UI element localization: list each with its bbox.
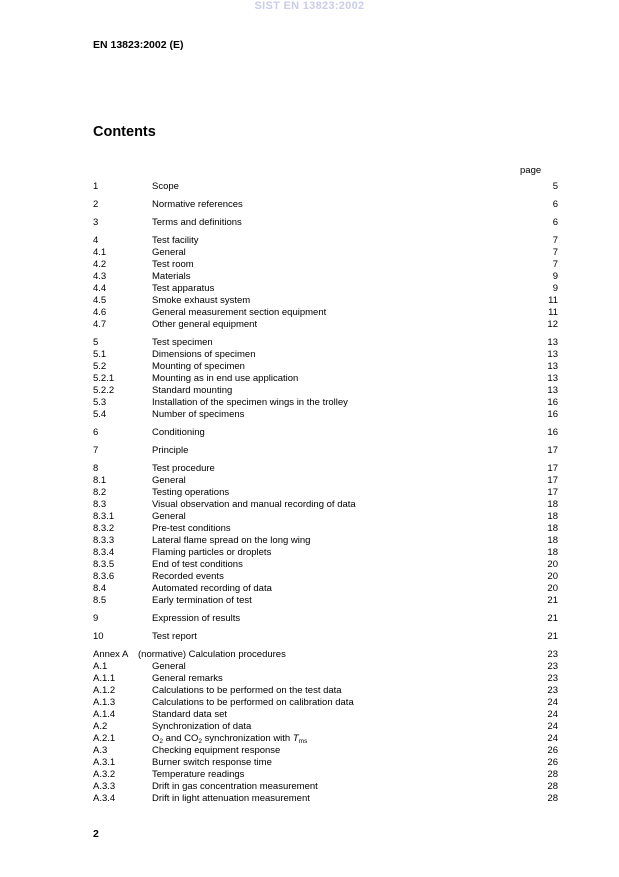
toc-entry-page: 20 (547, 571, 558, 582)
toc-entry-page: 28 (547, 781, 558, 792)
toc-entry-page: 7 (552, 247, 558, 258)
toc-entry-page: 28 (547, 769, 558, 780)
toc-entry[interactable] (93, 361, 558, 373)
toc-entry[interactable] (93, 217, 558, 229)
toc-entry[interactable] (93, 385, 558, 397)
toc-entry[interactable] (93, 583, 558, 595)
toc-entry-number: 4.5 (93, 295, 107, 306)
toc-entry-number: 7 (93, 445, 99, 456)
toc-entry-number: 1 (93, 181, 99, 192)
toc-entry[interactable] (93, 697, 558, 709)
toc-entry-title: Terms and definitions (152, 217, 242, 228)
toc-entry-number: A.1.1 (93, 673, 116, 684)
toc-entry-page: 21 (547, 613, 558, 624)
toc-entry[interactable] (93, 295, 558, 307)
toc-entry-title: Number of specimens (152, 409, 245, 420)
toc-entry-page: 9 (552, 271, 558, 282)
toc-entry-title: Test room (152, 259, 194, 270)
toc-entry-number: A.3.1 (93, 757, 116, 768)
toc-entry-number: 8.3.6 (93, 571, 115, 582)
toc-entry-title: (normative) Calculation procedures (138, 649, 286, 660)
toc-entry-title: Test procedure (152, 463, 215, 474)
toc-entry-title: Calculations to be performed on calibration data (152, 697, 354, 708)
toc-entry-page: 13 (547, 337, 558, 348)
toc-entry-page: 6 (552, 217, 558, 228)
toc-entry-number: A.3.3 (93, 781, 116, 792)
toc-entry-number: 4.3 (93, 271, 107, 282)
toc-entry-page: 11 (548, 295, 558, 306)
toc-entry-title: Lateral flame spread on the long wing (152, 535, 311, 546)
toc-entry-number: A.3.2 (93, 769, 116, 780)
toc-entry-page: 18 (547, 547, 558, 558)
toc-entry-number: A.3 (93, 745, 108, 756)
toc-entry[interactable] (93, 445, 558, 457)
toc-entry-title: General (152, 247, 186, 258)
table-of-contents (93, 181, 558, 805)
toc-entry-page: 18 (547, 499, 558, 510)
toc-entry[interactable] (93, 337, 558, 349)
toc-entry-title: Test specimen (152, 337, 213, 348)
toc-entry-title: Materials (152, 271, 191, 282)
toc-entry[interactable] (93, 721, 558, 733)
toc-entry[interactable] (93, 397, 558, 409)
toc-entry-page: 24 (547, 709, 558, 720)
toc-entry-page: 18 (547, 511, 558, 522)
toc-entry-number: 4.4 (93, 283, 107, 294)
toc-entry-number: 8.4 (93, 583, 107, 594)
toc-entry-page: 18 (547, 535, 558, 546)
toc-entry[interactable] (93, 181, 558, 193)
toc-entry-title: Checking equipment response (152, 745, 281, 756)
toc-entry-number: 8.3.4 (93, 547, 115, 558)
toc-entry-title: Dimensions of specimen (152, 349, 256, 360)
toc-entry-page: 6 (552, 199, 558, 210)
toc-entry-number: A.1.3 (93, 697, 116, 708)
toc-entry-number: 8.1 (93, 475, 107, 486)
toc-entry-title: Mounting of specimen (152, 361, 245, 372)
toc-entry-title: General (152, 475, 186, 486)
toc-entry[interactable] (93, 631, 558, 643)
toc-entry-page: 17 (547, 487, 558, 498)
toc-entry-number: 5 (93, 337, 99, 348)
toc-entry-number: 8.2 (93, 487, 107, 498)
toc-entry[interactable] (93, 409, 558, 421)
toc-entry-page: 24 (547, 721, 558, 732)
toc-entry-page: 16 (547, 397, 558, 408)
toc-entry-title: Standard data set (152, 709, 227, 720)
toc-entry-page: 28 (547, 793, 558, 804)
toc-entry-number: 8.3.1 (93, 511, 115, 522)
toc-entry[interactable] (93, 547, 558, 559)
toc-entry-page: 17 (547, 475, 558, 486)
toc-entry[interactable] (93, 271, 558, 283)
toc-entry-title: Installation of the specimen wings in the trolley (152, 397, 348, 408)
toc-entry-title: Calculations to be performed on the test data (152, 685, 342, 696)
toc-entry[interactable] (93, 685, 558, 697)
toc-entry-page: 11 (548, 307, 558, 318)
toc-entry[interactable] (93, 427, 558, 439)
toc-entry-page: 23 (547, 661, 558, 672)
toc-entry-page: 21 (547, 595, 558, 606)
toc-entry-title: Early termination of test (152, 595, 252, 606)
toc-entry[interactable] (93, 523, 558, 535)
toc-entry-page: 23 (547, 673, 558, 684)
toc-entry-title: Visual observation and manual recording of data (152, 499, 356, 510)
toc-entry[interactable] (93, 499, 558, 511)
toc-entry-number: 8.3.5 (93, 559, 115, 570)
toc-entry-number: 4.2 (93, 259, 107, 270)
toc-entry-page: 23 (547, 649, 558, 660)
toc-entry-page: 16 (547, 427, 558, 438)
toc-entry[interactable] (93, 283, 558, 295)
toc-entry-page: 26 (547, 745, 558, 756)
toc-entry-title: Principle (152, 445, 189, 456)
toc-entry-page: 17 (547, 463, 558, 474)
toc-entry-title: Recorded events (152, 571, 224, 582)
page-column-label: page (520, 165, 542, 176)
toc-entry-page: 21 (547, 631, 558, 642)
watermark: SIST EN 13823:2002 (254, 0, 365, 12)
toc-entry-title: Pre-test conditions (152, 523, 231, 534)
toc-entry-title: Conditioning (152, 427, 205, 438)
toc-entry[interactable] (93, 487, 558, 499)
toc-entry-title: Drift in light attenuation measurement (152, 793, 310, 804)
toc-entry-page: 13 (547, 385, 558, 396)
toc-entry-number: 5.1 (93, 349, 107, 360)
toc-entry-number: 4 (93, 235, 99, 246)
toc-entry[interactable] (93, 757, 558, 769)
footer-page-number: 2 (93, 828, 99, 840)
toc-entry[interactable] (93, 613, 558, 625)
toc-entry-title: $O_2$ and $CO_2$ synchronization with $T_{ms}$ (152, 733, 308, 745)
toc-entry[interactable] (93, 571, 558, 583)
toc-entry-number: 2 (93, 199, 99, 210)
toc-entry-page: 13 (547, 349, 558, 360)
document-id: EN 13823:2002 (E) (93, 39, 184, 51)
toc-entry-title: Standard mounting (152, 385, 233, 396)
toc-entry-page: 9 (552, 283, 558, 294)
toc-entry[interactable] (93, 247, 558, 259)
toc-entry-title: Scope (152, 181, 179, 192)
toc-entry[interactable] (93, 259, 558, 271)
toc-entry-number: 8.5 (93, 595, 107, 606)
toc-entry[interactable] (93, 709, 558, 721)
toc-entry-number: A.1 (93, 661, 108, 672)
toc-entry-title: Mounting as in end use application (152, 373, 299, 384)
toc-entry-number: A.1.4 (93, 709, 116, 720)
toc-entry-number: 5.2.2 (93, 385, 115, 396)
toc-entry[interactable] (93, 769, 558, 781)
toc-entry-number: 4.6 (93, 307, 107, 318)
toc-entry-title: Flaming particles or droplets (152, 547, 272, 558)
toc-entry-number: 6 (93, 427, 99, 438)
toc-entry-page: 20 (547, 583, 558, 594)
page-title: Contents (93, 124, 156, 140)
toc-entry-number: 4.7 (93, 319, 107, 330)
toc-entry[interactable] (93, 373, 558, 385)
toc-entry-title: Testing operations (152, 487, 230, 498)
toc-entry-number: Annex A (93, 649, 129, 660)
toc-entry-title: General (152, 661, 186, 672)
toc-entry[interactable] (93, 319, 558, 331)
toc-entry-number: A.1.2 (93, 685, 116, 696)
toc-entry-number: 8.3.3 (93, 535, 115, 546)
toc-entry-title: Expression of results (152, 613, 241, 624)
toc-entry-page: 17 (547, 445, 558, 456)
toc-entry-number: 8 (93, 463, 99, 474)
toc-entry[interactable] (93, 559, 558, 571)
toc-entry[interactable] (93, 673, 558, 685)
toc-entry-number: 8.3 (93, 499, 107, 510)
toc-entry[interactable] (93, 595, 558, 607)
toc-entry[interactable] (93, 733, 558, 745)
toc-entry-title: Automated recording of data (152, 583, 272, 594)
toc-entry-title: End of test conditions (152, 559, 243, 570)
toc-entry-number: 5.4 (93, 409, 107, 420)
toc-entry-page: 24 (547, 697, 558, 708)
toc-entry[interactable] (93, 307, 558, 319)
toc-entry-title: Test apparatus (152, 283, 215, 294)
toc-entry-number: 5.2 (93, 361, 107, 372)
toc-entry[interactable] (93, 511, 558, 523)
toc-entry-page: 13 (547, 361, 558, 372)
toc-entry[interactable] (93, 745, 558, 757)
toc-entry-title: Test facility (152, 235, 199, 246)
toc-entry-page: 7 (552, 235, 558, 246)
toc-entry-number: 8.3.2 (93, 523, 115, 534)
toc-entry[interactable] (93, 535, 558, 547)
toc-entry[interactable] (93, 649, 558, 661)
toc-entry-page: 16 (547, 409, 558, 420)
toc-entry-title: Burner switch response time (152, 757, 272, 768)
toc-entry-number: A.2.1 (93, 733, 116, 744)
toc-entry[interactable] (93, 235, 558, 247)
toc-entry-number: 5.3 (93, 397, 107, 408)
toc-entry-title: General measurement section equipment (152, 307, 327, 318)
toc-entry[interactable] (93, 199, 558, 211)
toc-entry-title: Normative references (152, 199, 243, 210)
toc-entry[interactable] (93, 349, 558, 361)
toc-entry-title: Other general equipment (152, 319, 258, 330)
toc-entry-title: Smoke exhaust system (152, 295, 251, 306)
toc-entry-title: Drift in gas concentration measurement (152, 781, 318, 792)
toc-entry-title: Test report (152, 631, 197, 642)
toc-entry[interactable] (93, 661, 558, 673)
toc-entry-number: A.2 (93, 721, 108, 732)
toc-entry[interactable] (93, 475, 558, 487)
toc-entry-number: 3 (93, 217, 99, 228)
toc-entry-page: 24 (547, 733, 558, 744)
toc-entry-number: 10 (93, 631, 104, 642)
toc-entry-number: 9 (93, 613, 99, 624)
toc-entry-page: 12 (547, 319, 558, 330)
toc-entry[interactable] (93, 463, 558, 475)
toc-entry-page: 13 (547, 373, 558, 384)
toc-entry-number: A.3.4 (93, 793, 116, 804)
toc-entry-title: Synchronization of data (152, 721, 252, 732)
toc-entry[interactable] (93, 793, 558, 805)
toc-entry-number: 5.2.1 (93, 373, 115, 384)
toc-entry-page: 20 (547, 559, 558, 570)
toc-entry-page: 26 (547, 757, 558, 768)
toc-entry-number: 4.1 (93, 247, 107, 258)
toc-entry-title: General (152, 511, 186, 522)
toc-entry-page: 7 (552, 259, 558, 270)
toc-entry-page: 18 (547, 523, 558, 534)
toc-entry-title: General remarks (152, 673, 223, 684)
toc-entry-page: 5 (552, 181, 558, 192)
toc-entry-page: 23 (547, 685, 558, 696)
toc-entry[interactable] (93, 781, 558, 793)
toc-entry-title: Temperature readings (152, 769, 245, 780)
